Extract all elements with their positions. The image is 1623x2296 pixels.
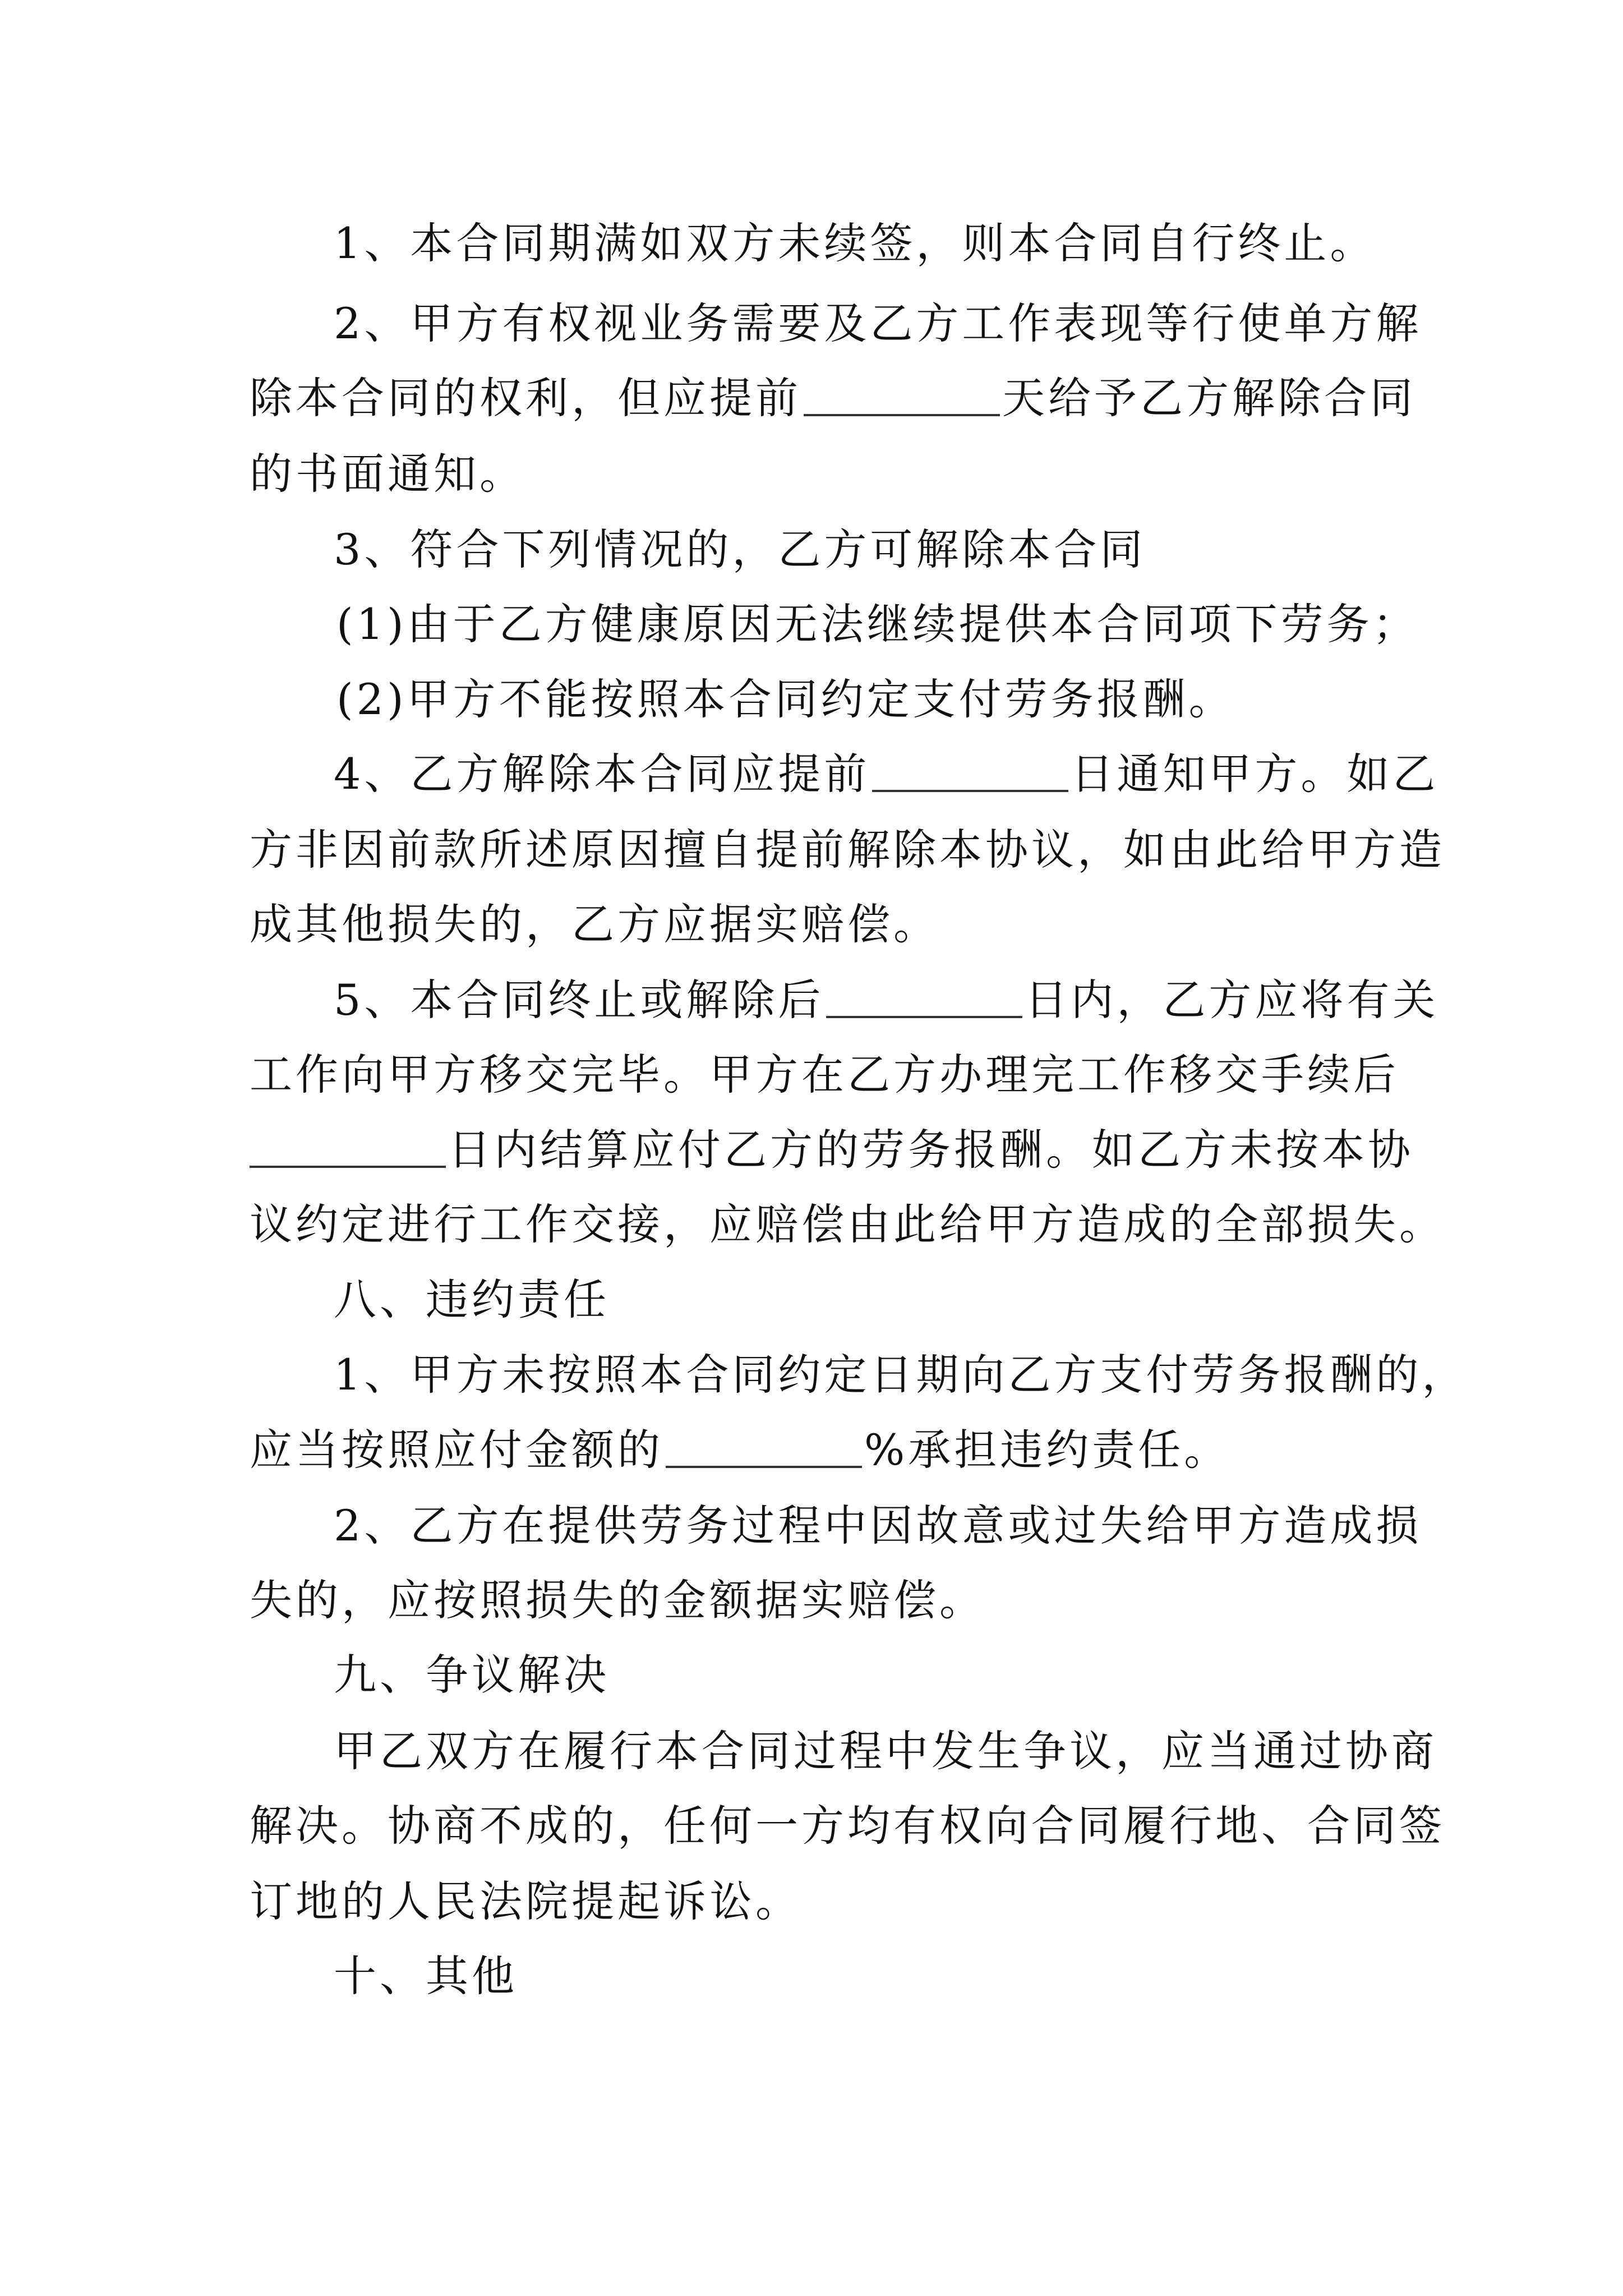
- fill-blank[interactable]: [804, 375, 1000, 416]
- fill-blank[interactable]: [826, 977, 1022, 1018]
- text-line: 2、甲方有权视业务需要及乙方工作表现等行使单方解: [334, 298, 1422, 348]
- text-line: 工作向甲方移交完毕。甲方在乙方办理完工作移交手续后: [250, 1050, 1399, 1099]
- section-heading: 九、争议解决: [334, 1650, 610, 1700]
- text-line: 成其他损失的，乙方应据实赔偿。: [250, 899, 939, 949]
- text-line: 应当按照应付金额的 %承担违约责任。: [250, 1425, 1230, 1475]
- text-line: 订地的人民法院提起诉讼。: [250, 1876, 801, 1926]
- fill-blank[interactable]: [872, 751, 1068, 792]
- section-heading: 八、违约责任: [334, 1274, 610, 1324]
- text-line: 议约定进行工作交接，应赔偿由此给甲方造成的全部损失。: [250, 1199, 1445, 1249]
- text-line: 除本合同的权利，但应提前 天给予乙方解除合同: [250, 373, 1416, 423]
- text-line: 2、乙方在提供劳务过程中因故意或过失给甲方造成损: [334, 1501, 1422, 1550]
- text-line: 失的，应按照损失的金额据实赔偿。: [250, 1575, 985, 1625]
- text-line: 日内结算应付乙方的劳务报酬。如乙方未按本协: [250, 1122, 1414, 1178]
- fill-blank[interactable]: [250, 1126, 446, 1168]
- text-line: 甲乙双方在履行本合同过程中发生争议，应当通过协商: [334, 1726, 1437, 1776]
- text-line: 3、符合下列情况的，乙方可解除本合同: [334, 524, 1146, 574]
- text-line: 的书面通知。: [250, 449, 525, 499]
- section-heading: 十、其他: [334, 1951, 518, 2001]
- fill-blank[interactable]: [666, 1427, 862, 1468]
- text-line: 方非因前款所述原因擅自提前解除本协议，如由此给甲方造: [250, 825, 1445, 875]
- text-line: 解决。协商不成的，任何一方均有权向合同履行地、合同签: [250, 1801, 1445, 1851]
- text-line: 1、甲方未按照本合同约定日期向乙方支付劳务报酬的，: [334, 1350, 1468, 1400]
- text-line: (1)由于乙方健康原因无法继续提供本合同项下劳务；: [336, 599, 1419, 649]
- text-line: 5、本合同终止或解除后 日内，乙方应将有关: [334, 975, 1439, 1025]
- text-line: 4、乙方解除本合同应提前 日通知甲方。如乙: [334, 749, 1439, 799]
- text-line: 1、本合同期满如双方未续签，则本合同自行终止。: [334, 218, 1376, 268]
- text-line: (2)甲方不能按照本合同约定支付劳务报酬。: [336, 674, 1235, 724]
